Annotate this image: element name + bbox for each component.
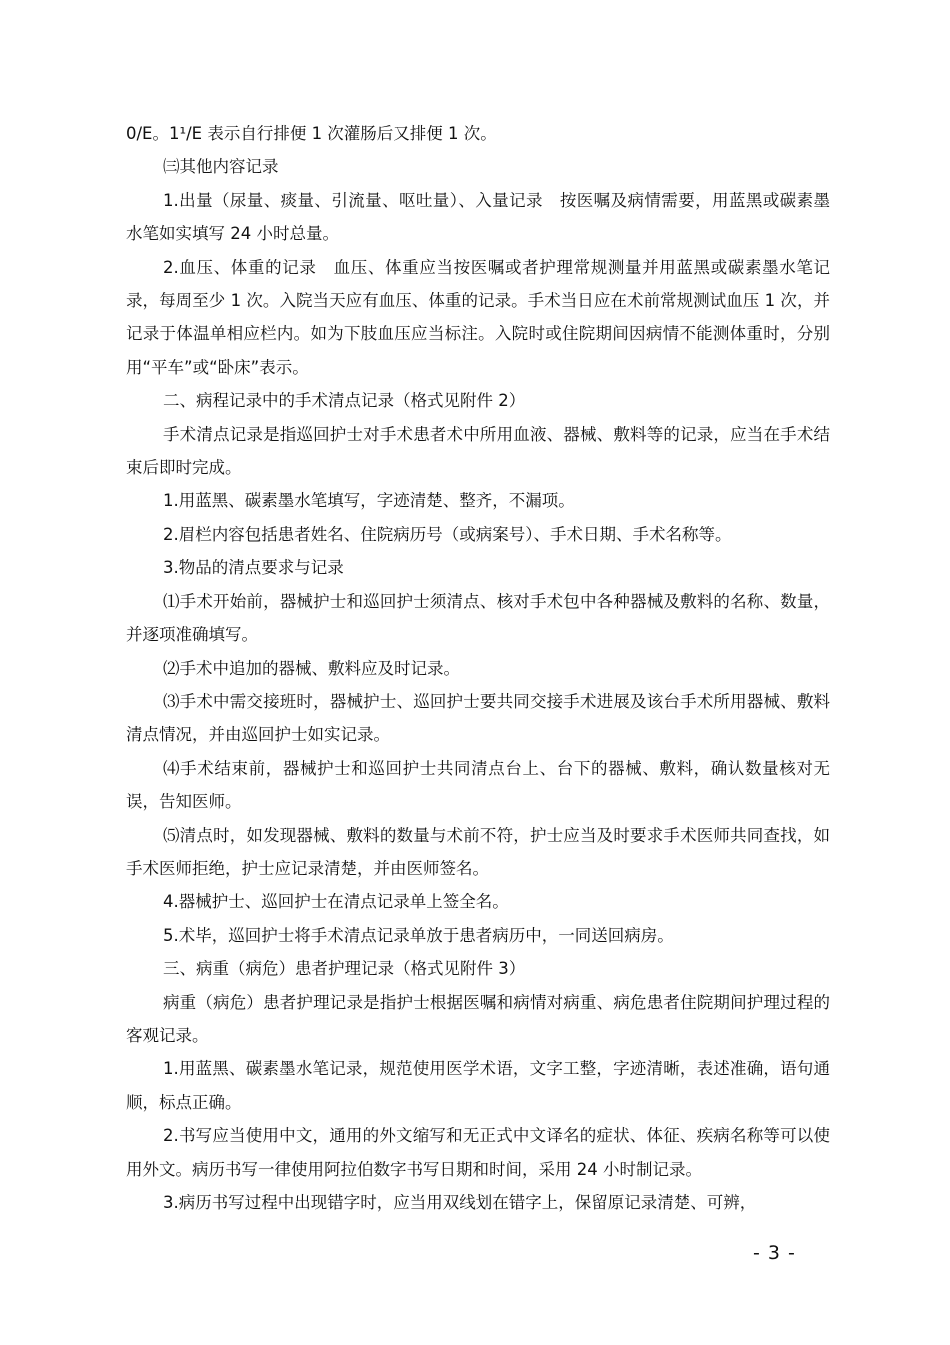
paragraph-16: 5.术毕，巡回护士将手术清点记录单放于患者病历中，一同送回病房。 (163, 925, 674, 945)
section-heading-2: 二、病程记录中的手术清点记录（格式见附件 2） (163, 391, 526, 411)
paragraph-4: 2.血压、体重的记录 血压、体重应当按医嘱或者护理常规测量并用蓝黑或碳素墨水笔记录，每周至少 1 次。入院当天应有血压、体重的记录。手术当日应在术前常规测试血压 1 次，并记录于体温单相应栏内。如为下肢血压应当标注。入院时或住院期间因病情不能测体重时，分别用“平车”或“卧床”表示。 (126, 257, 830, 377)
paragraph-9: 3.物品的清点要求与记录 (163, 558, 344, 578)
paragraph-2: ㈢其他内容记录 (163, 157, 279, 177)
paragraph-14: ⑸清点时，如发现器械、敷料的数量与术前不符，护士应当及时要求手术医师共同查找，如手术医师拒绝，护士应记录清楚，并由医师签名。 (126, 825, 830, 878)
paragraph-10: ⑴手术开始前，器械护士和巡回护士须清点、核对手术包中各种器械及敷料的名称、数量，并逐项准确填写。 (126, 591, 830, 645)
paragraph-7: 1.用蓝黑、碳素墨水笔填写，字迹清楚、整齐，不漏项。 (163, 491, 575, 511)
paragraph-20: 2.书写应当使用中文，通用的外文缩写和无正式中文译名的症状、体征、疾病名称等可以使用外文。病历书写一律使用阿拉伯数字书写日期和时间，采用 24 小时制记录。 (126, 1126, 830, 1179)
page-number: - 3 - (753, 1242, 796, 1264)
paragraph-11: ⑵手术中追加的器械、敷料应及时记录。 (163, 658, 460, 678)
paragraph-1: 0/E。1¹/E 表示自行排便 1 次灌肠后又排便 1 次。 (126, 124, 497, 143)
section-heading-3: 三、病重（病危）患者护理记录（格式见附件 3） (163, 959, 526, 979)
document-body (126, 117, 830, 1219)
paragraph-13: ⑷手术结束前，器械护士和巡回护士共同清点台上、台下的器械、敷料，确认数量核对无误，告知医师。 (126, 758, 830, 812)
paragraph-6: 手术清点记录是指巡回护士对手术患者术中所用血液、器械、敷料等的记录，应当在手术结束后即时完成。 (126, 424, 830, 478)
paragraph-12: ⑶手术中需交接班时，器械护士、巡回护士要共同交接手术进展及该台手术所用器械、敷料清点情况，并由巡回护士如实记录。 (126, 691, 830, 745)
paragraph-3: 1.出量（尿量、痰量、引流量、呕吐量）、入量记录 按医嘱及病情需要，用蓝黑或碳素墨水笔如实填写 24 小时总量。 (126, 190, 830, 244)
paragraph-19: 1.用蓝黑、碳素墨水笔记录，规范使用医学术语，文字工整，字迹清晰，表述准确，语句通顺，标点正确。 (126, 1059, 830, 1112)
paragraph-18: 病重（病危）患者护理记录是指护士根据医嘱和病情对病重、病危患者住院期间护理过程的客观记录。 (126, 992, 830, 1045)
paragraph-21: 3.病历书写过程中出现错字时，应当用双线划在错字上，保留原记录清楚、可辨， (163, 1193, 757, 1212)
paragraph-8: 2.眉栏内容包括患者姓名、住院病历号（或病案号）、手术日期、手术名称等。 (163, 524, 732, 544)
paragraph-15: 4.器械护士、巡回护士在清点记录单上签全名。 (163, 892, 509, 912)
